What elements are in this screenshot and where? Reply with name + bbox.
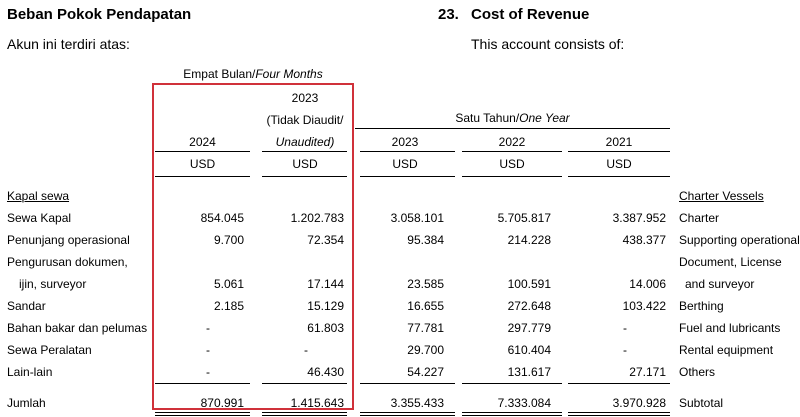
highlight-box [152,83,354,410]
col-2023a-status-en: Unaudited) [275,135,335,149]
col-2022: 2022 [498,135,526,149]
currency-2023: USD [392,157,418,171]
col-2023: 2023 [391,135,419,149]
currency-2022: USD [499,157,525,171]
section-label-en: Charter Vessels [679,189,764,203]
col-2023a-year: 2023 [291,91,319,105]
col-2021: 2021 [605,135,633,149]
title-id: Beban Pokok Pendapatan [7,6,192,23]
currency-2021: USD [606,157,632,171]
currency-2024: USD [189,157,216,171]
currency-2023a: USD [292,157,318,171]
col-2024: 2024 [189,135,216,149]
section-label-id: Kapal sewa [7,189,70,203]
note-number: 23. [438,6,459,23]
subtitle-id: Akun ini terdiri atas: [7,36,130,52]
col-2023a-status-id: (Tidak Diaudit/ [266,113,344,127]
one-year-header: Satu Tahun/One Year [455,111,570,125]
title-en: Cost of Revenue [471,6,590,23]
subtitle-en: This account consists of: [471,36,625,52]
one-year-rule [355,128,670,129]
four-months-header: Empat Bulan/Four Months [183,67,323,81]
